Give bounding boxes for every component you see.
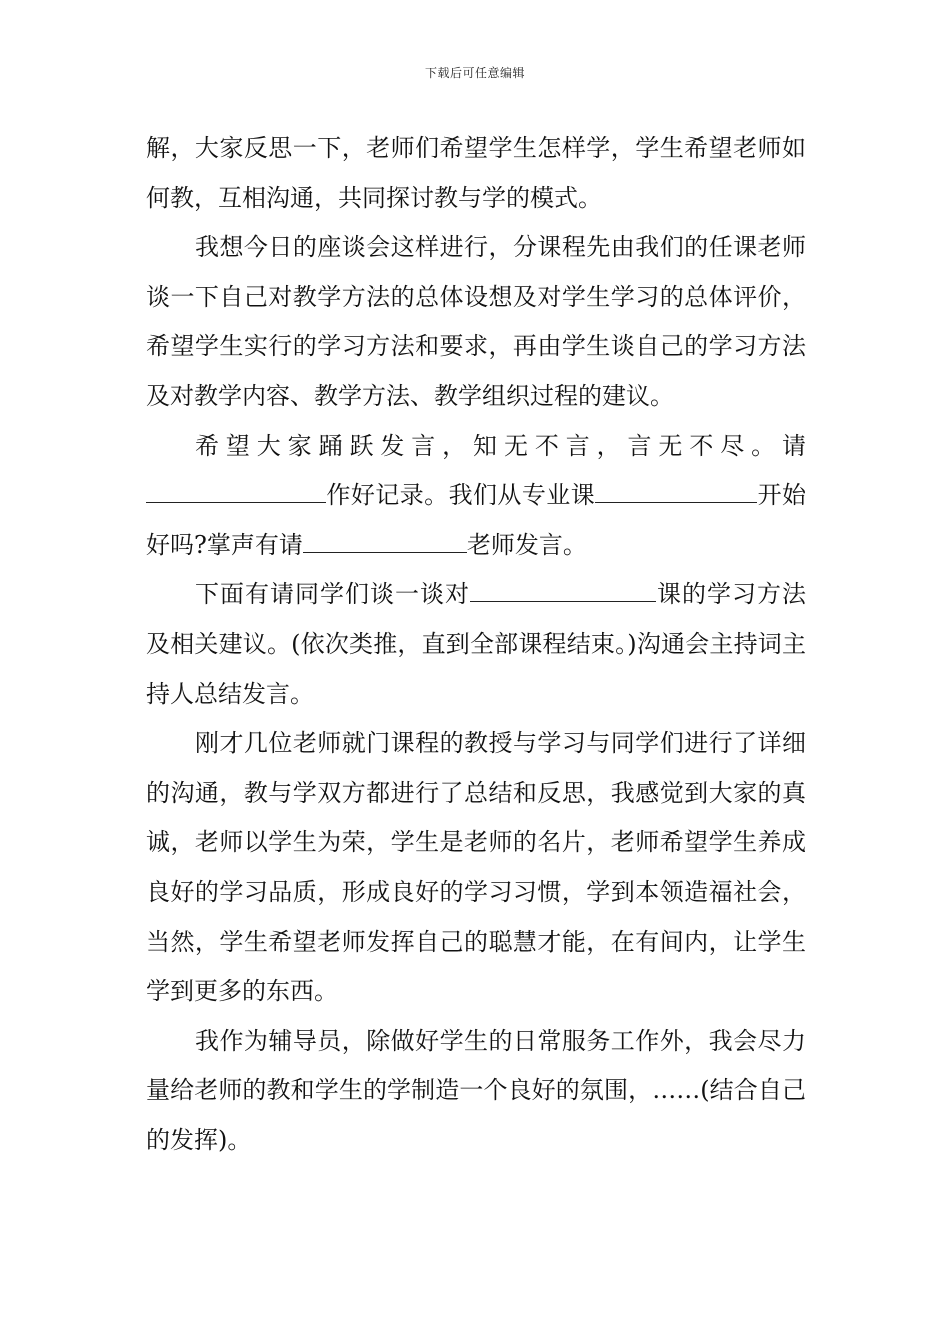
paragraph-with-blanks	[146, 570, 806, 719]
paragraph-with-blanks	[146, 422, 806, 571]
page-header: 下载后可任意编辑	[424, 66, 525, 80]
fill-in-blank	[303, 526, 467, 553]
document-body	[146, 124, 806, 1165]
fill-in-blank	[470, 575, 656, 602]
paragraph-text: 课的学习方法及相关建议。(依次类推，直到全部课程结束。)沟通会主持词主持人总结发言。	[146, 580, 806, 708]
fill-in-blank	[595, 476, 757, 503]
paragraph: 解，大家反思一下，老师们希望学生怎样学，学生希望老师如何教，互相沟通，共同探讨教与学的模式。	[146, 134, 806, 212]
paragraph-text: 作好记录。我们从专业课	[326, 481, 596, 510]
fill-in-blank	[146, 476, 326, 503]
paragraph-text: 希望大家踊跃发言，知无不言，言无不尽。请	[195, 431, 806, 460]
paragraph-text: 老师发言。	[466, 530, 587, 559]
paragraph: 我想今日的座谈会这样进行，分课程先由我们的任课老师谈一下自己对教学方法的总体设想及对学生学习的总体评价，希望学生实行的学习方法和要求，再由学生谈自己的学习方法及对教学内容、教学方法、教学组织过程的建议。	[146, 233, 806, 410]
paragraph: 刚才几位老师就门课程的教授与学习与同学们进行了详细的沟通，教与学双方都进行了总结和反思，我感觉到大家的真诚，老师以学生为荣，学生是老师的名片，老师希望学生养成良好的学习品质，形成良好的学习习惯，学到本领造福社会，当然，学生希望老师发挥自己的聪慧才能，在有间内，让学生学到更多的东西。	[146, 729, 806, 1006]
paragraph-text: 下面有请同学们谈一谈对	[195, 580, 470, 609]
paragraph-text: 开始好吗?掌声有请	[146, 481, 807, 559]
paragraph: 我作为辅导员，除做好学生的日常服务工作外，我会尽力量给老师的教和学生的学制造一个良好的氛围，……(结合自己的发挥)。	[146, 1026, 806, 1154]
